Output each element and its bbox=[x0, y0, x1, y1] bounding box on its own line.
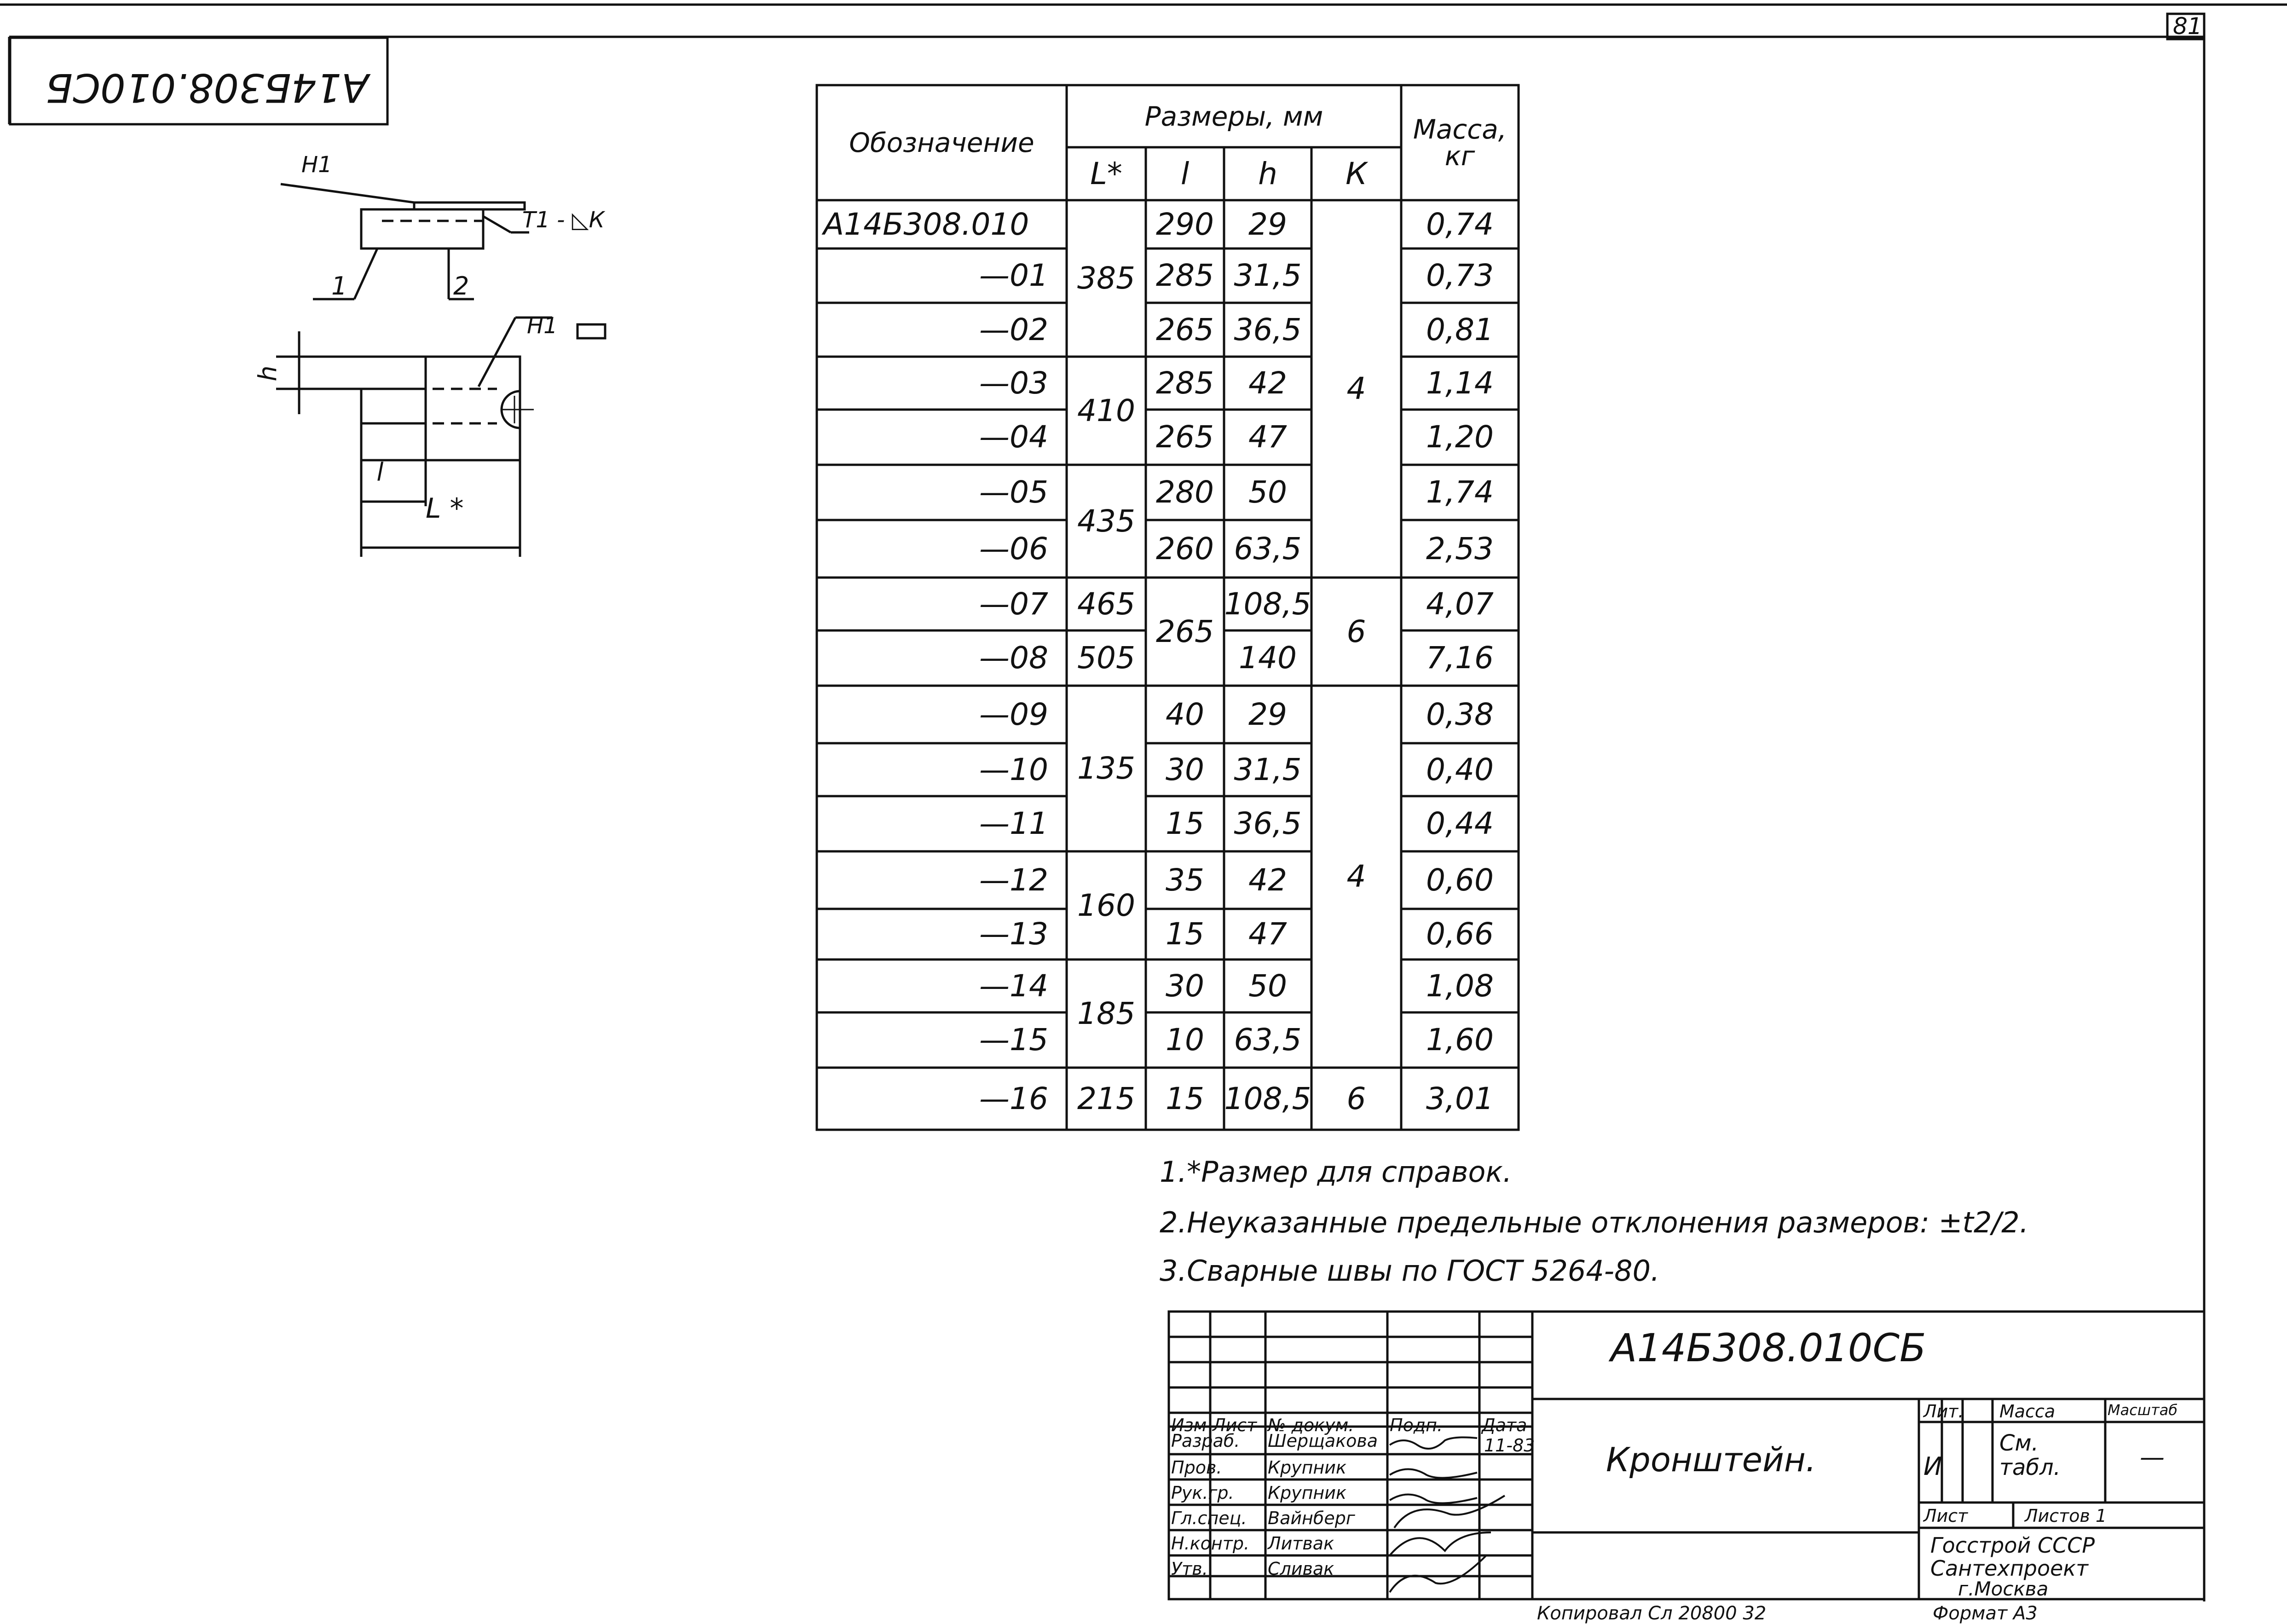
table-cell-mass: 0,66 bbox=[1426, 916, 1494, 952]
tb-role: Разраб. bbox=[1171, 1431, 1240, 1451]
table-cell-L: 505 bbox=[1077, 640, 1135, 676]
tb-hdr-list: Лист bbox=[1213, 1415, 1257, 1435]
table-cell-mass: 1,60 bbox=[1426, 1022, 1494, 1058]
tb-role: Утв. bbox=[1171, 1559, 1208, 1579]
table-cell-l: 285 bbox=[1156, 365, 1214, 401]
table-cell-designation: —14 bbox=[979, 968, 1048, 1004]
table-cell-mass: 0,40 bbox=[1426, 751, 1494, 787]
tb-mass-label: Масса bbox=[1999, 1401, 2056, 1422]
table-cell-designation: —05 bbox=[979, 474, 1048, 510]
footer-format: Формат А3 bbox=[1933, 1603, 2038, 1624]
table-cell-designation: —06 bbox=[979, 531, 1048, 566]
table-cell-l: 40 bbox=[1166, 696, 1204, 732]
tb-hdr-data: Дата bbox=[1482, 1415, 1527, 1435]
sketch-label-part2: 2 bbox=[453, 272, 469, 301]
tb-role: Пров. bbox=[1171, 1457, 1222, 1478]
tb-sheet-label: Лист bbox=[1923, 1506, 1968, 1526]
table-cell-K: 6 bbox=[1346, 613, 1366, 649]
table-cell-mass: 7,16 bbox=[1426, 640, 1494, 676]
table-cell-h: 50 bbox=[1248, 474, 1287, 510]
table-cell-designation: —13 bbox=[979, 916, 1048, 952]
table-cell-mass: 3,01 bbox=[1426, 1081, 1494, 1116]
sketch-label-h1-side: Н1 bbox=[527, 313, 558, 339]
table-cell-l: 265 bbox=[1156, 312, 1214, 347]
table-cell-l: 265 bbox=[1156, 613, 1214, 649]
table-cell-h: 108,5 bbox=[1224, 1081, 1311, 1116]
note-3: 3.Сварные швы по ГОСТ 5264-80. bbox=[1160, 1254, 1660, 1288]
table-cell-designation: —07 bbox=[979, 586, 1048, 622]
table-cell-l: 260 bbox=[1156, 531, 1214, 566]
sketch-label-l: l bbox=[377, 456, 385, 485]
table-cell-l: 265 bbox=[1156, 419, 1214, 455]
table-header-l: l bbox=[1180, 156, 1190, 191]
doc-title: Кронштейн. bbox=[1606, 1440, 1816, 1479]
table-cell-designation: —10 bbox=[979, 751, 1048, 787]
tb-role: Н.контр. bbox=[1171, 1533, 1250, 1554]
table-cell-L: 160 bbox=[1077, 887, 1135, 923]
tb-scale-label: Масштаб bbox=[2108, 1401, 2178, 1419]
table-cell-designation: —15 bbox=[979, 1022, 1048, 1058]
table-cell-mass: 0,60 bbox=[1426, 862, 1494, 898]
note-2: 2.Неуказанные предельные отклонения размеров: ±t2/2. bbox=[1160, 1206, 2029, 1239]
table-cell-l: 35 bbox=[1166, 862, 1204, 898]
table-cell-l: 290 bbox=[1156, 206, 1214, 242]
table-cell-L: 385 bbox=[1077, 260, 1135, 296]
sketch-label-L: L * bbox=[426, 492, 464, 525]
table-cell-l: 15 bbox=[1166, 916, 1204, 952]
tb-hdr-izm: Изм bbox=[1171, 1415, 1207, 1435]
tb-role: Гл.спец. bbox=[1171, 1508, 1247, 1528]
table-cell-l: 285 bbox=[1156, 258, 1214, 293]
table-cell-designation: —11 bbox=[979, 806, 1048, 841]
page-number: 81 bbox=[2173, 13, 2202, 40]
table-cell-l: 30 bbox=[1166, 968, 1204, 1004]
table-cell-h: 63,5 bbox=[1234, 531, 1302, 566]
tb-org-1: Госстрой СССР bbox=[1930, 1533, 2095, 1558]
table-cell-L: 465 bbox=[1077, 586, 1135, 622]
table-cell-L: 410 bbox=[1077, 393, 1135, 428]
tb-sheets-label: Листов 1 bbox=[2025, 1506, 2107, 1526]
table-cell-h: 42 bbox=[1248, 365, 1287, 401]
rotated-stamp: А14Б308.010СБ bbox=[46, 64, 369, 110]
table-cell-h: 47 bbox=[1248, 419, 1287, 455]
table-cell-h: 36,5 bbox=[1234, 312, 1302, 347]
table-cell-mass: 1,74 bbox=[1426, 474, 1494, 510]
tb-lit-value: И bbox=[1923, 1452, 1942, 1481]
table-cell-K: 4 bbox=[1346, 371, 1366, 406]
table-cell-h: 63,5 bbox=[1234, 1022, 1302, 1058]
tb-role: Рук.гр. bbox=[1171, 1483, 1234, 1503]
sketch-label-part1: 1 bbox=[331, 272, 347, 301]
sketch-label-weld: Т1 - ◺К bbox=[522, 207, 605, 233]
table-cell-L: 435 bbox=[1077, 503, 1135, 539]
tb-hdr-ndoc: № докум. bbox=[1268, 1415, 1354, 1435]
table-cell-K: 6 bbox=[1346, 1081, 1366, 1116]
table-cell-designation: —01 bbox=[979, 258, 1048, 293]
table-header-K: К bbox=[1346, 156, 1367, 191]
table-cell-mass: 1,20 bbox=[1426, 419, 1494, 455]
table-cell-l: 10 bbox=[1166, 1022, 1204, 1058]
table-cell-mass: 0,74 bbox=[1426, 206, 1494, 242]
table-cell-designation: —04 bbox=[979, 419, 1048, 455]
tb-name: Шерщакова bbox=[1268, 1431, 1378, 1451]
table-cell-h: 47 bbox=[1248, 916, 1287, 952]
table-cell-designation: —09 bbox=[979, 696, 1048, 732]
table-header-mass: Масса, кг bbox=[1413, 114, 1507, 172]
sketch-label-h1-top: Н1 bbox=[301, 152, 332, 178]
footer-copied: Копировал Сл 20800 32 bbox=[1537, 1603, 1767, 1624]
table-cell-l: 15 bbox=[1166, 806, 1204, 841]
table-cell-designation: А14Б308.010 bbox=[823, 206, 1029, 242]
tb-lit-label: Лит. bbox=[1923, 1401, 1964, 1422]
table-cell-mass: 0,44 bbox=[1426, 806, 1494, 841]
table-cell-l: 30 bbox=[1166, 751, 1204, 787]
tb-name: Сливак bbox=[1268, 1559, 1334, 1579]
table-header-h: h bbox=[1258, 156, 1277, 191]
table-cell-h: 36,5 bbox=[1234, 806, 1302, 841]
doc-code: А14Б308.010СБ bbox=[1611, 1325, 1926, 1370]
table-cell-designation: —16 bbox=[979, 1081, 1048, 1116]
table-cell-mass: 1,08 bbox=[1426, 968, 1494, 1004]
table-cell-L: 215 bbox=[1077, 1081, 1135, 1116]
table-cell-h: 29 bbox=[1248, 206, 1287, 242]
table-cell-h: 31,5 bbox=[1234, 258, 1302, 293]
table-cell-L: 185 bbox=[1077, 995, 1135, 1031]
table-cell-mass: 1,14 bbox=[1426, 365, 1494, 401]
tb-name: Крупник bbox=[1268, 1457, 1346, 1478]
table-cell-mass: 0,73 bbox=[1426, 258, 1494, 293]
table-cell-K: 4 bbox=[1346, 859, 1366, 894]
tb-name: Крупник bbox=[1268, 1483, 1346, 1503]
table-header-L: L* bbox=[1090, 156, 1122, 191]
table-header-dimensions: Размеры, мм bbox=[1144, 100, 1323, 132]
table-cell-designation: —03 bbox=[979, 365, 1048, 401]
sketch-label-h: h bbox=[253, 365, 283, 381]
table-cell-mass: 4,07 bbox=[1426, 586, 1494, 622]
tb-org-3: г.Москва bbox=[1958, 1578, 2049, 1600]
tb-org-2: Сантехпроект bbox=[1930, 1556, 2089, 1581]
tb-mass-value: См. табл. bbox=[1999, 1430, 2061, 1480]
tb-date: 11-83 bbox=[1484, 1435, 1535, 1456]
table-cell-L: 135 bbox=[1077, 751, 1135, 786]
table-cell-l: 280 bbox=[1156, 474, 1214, 510]
table-header-designation: Обозначение bbox=[849, 127, 1034, 158]
tb-name: Вайнберг bbox=[1268, 1508, 1355, 1528]
table-cell-h: 31,5 bbox=[1234, 751, 1302, 787]
tb-hdr-podp: Подп. bbox=[1390, 1415, 1443, 1435]
table-cell-designation: —08 bbox=[979, 640, 1048, 676]
note-1: 1.*Размер для справок. bbox=[1160, 1155, 1512, 1189]
table-cell-h: 108,5 bbox=[1224, 586, 1311, 622]
tb-name: Литвак bbox=[1268, 1533, 1334, 1554]
tb-scale-value: — bbox=[2140, 1443, 2165, 1472]
table-cell-l: 15 bbox=[1166, 1081, 1204, 1116]
table-cell-h: 29 bbox=[1248, 696, 1287, 732]
table-cell-mass: 0,38 bbox=[1426, 696, 1494, 732]
table-cell-designation: —02 bbox=[979, 312, 1048, 347]
table-cell-mass: 2,53 bbox=[1426, 531, 1494, 566]
table-cell-mass: 0,81 bbox=[1426, 312, 1494, 347]
table-cell-designation: —12 bbox=[979, 862, 1048, 898]
table-cell-h: 42 bbox=[1248, 862, 1287, 898]
table-cell-h: 50 bbox=[1248, 968, 1287, 1004]
table-cell-h: 140 bbox=[1239, 640, 1297, 676]
